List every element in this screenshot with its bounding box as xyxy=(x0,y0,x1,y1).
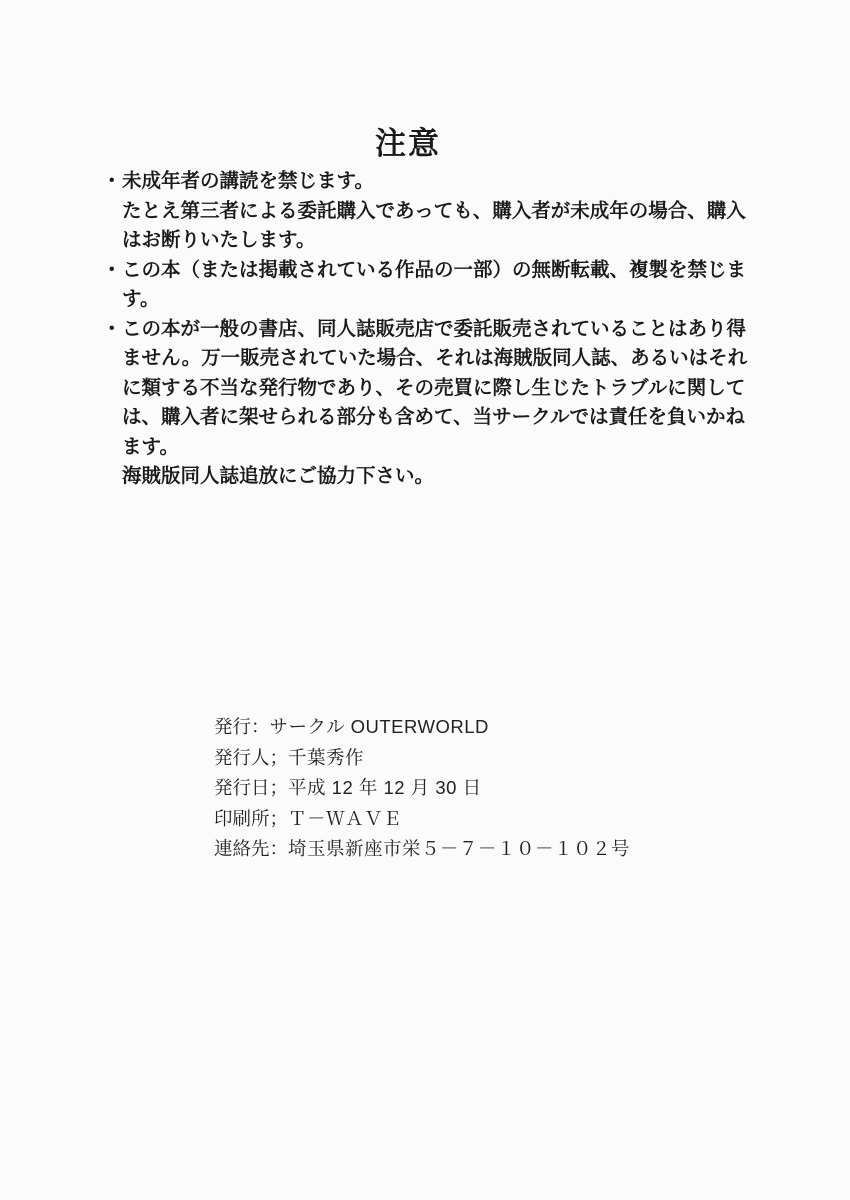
colophon-label: 発行日； xyxy=(214,777,289,798)
colophon-value: サークル OUTERWORLD xyxy=(269,716,489,737)
colophon-label: 連絡先： xyxy=(214,838,289,859)
colophon-row-date xyxy=(214,773,630,804)
notice-line: 未成年者の講読を禁じます。 xyxy=(122,169,374,192)
colophon-value: 埼玉県新座市栄５－７－１０－１０２号 xyxy=(288,838,631,859)
colophon-value: Ｔ－ＷＡＶＥ xyxy=(288,807,403,829)
notice-line: 海賊版同人誌追放にご協力下さい。 xyxy=(122,464,435,487)
colophon-value: 平成 12 年 12 月 30 日 xyxy=(288,777,482,798)
colophon-label: 発行人； xyxy=(214,746,289,768)
colophon-label: 発行： xyxy=(214,716,270,737)
notice-line: この本（または掲載されている作品の一部）の無断転載、複製を禁じます。 xyxy=(122,257,747,310)
notice-item-body xyxy=(122,314,762,491)
notice-item xyxy=(102,314,762,491)
bullet-mark: ・ xyxy=(102,257,122,281)
notice-line: たとえ第三者による委託購入であっても、購入者が未成年の場合、購入はお断りいたします。 xyxy=(122,198,746,251)
colophon-row-contact xyxy=(214,834,630,865)
colophon-row-printer xyxy=(214,804,630,835)
colophon-row-publisher xyxy=(214,712,630,743)
colophon-row-issuer xyxy=(214,743,630,774)
notice-item xyxy=(102,166,762,255)
notice-list xyxy=(102,166,762,491)
colophon xyxy=(214,712,630,865)
notice-item xyxy=(102,255,762,314)
colophon-label: 印刷所； xyxy=(214,807,289,829)
bullet-mark: ・ xyxy=(102,316,122,340)
colophon-value: 千葉秀作 xyxy=(288,746,365,768)
bullet-mark: ・ xyxy=(102,169,122,192)
notice-line: この本が一般の書店、同人誌販売店で委託販売されていることはあり得ません。万一販売されていた場合、それは海賊版同人誌、あるいはそれに類する不当な発行物であり、その売買に際し生じたトラブルに関しては、購入者に架せられる部分も含めて、当サークルでは責任を負いかねます。 xyxy=(122,316,748,458)
notice-item-body xyxy=(122,166,762,255)
notice-item-body xyxy=(122,255,762,314)
page-title: 注意 xyxy=(375,126,441,162)
